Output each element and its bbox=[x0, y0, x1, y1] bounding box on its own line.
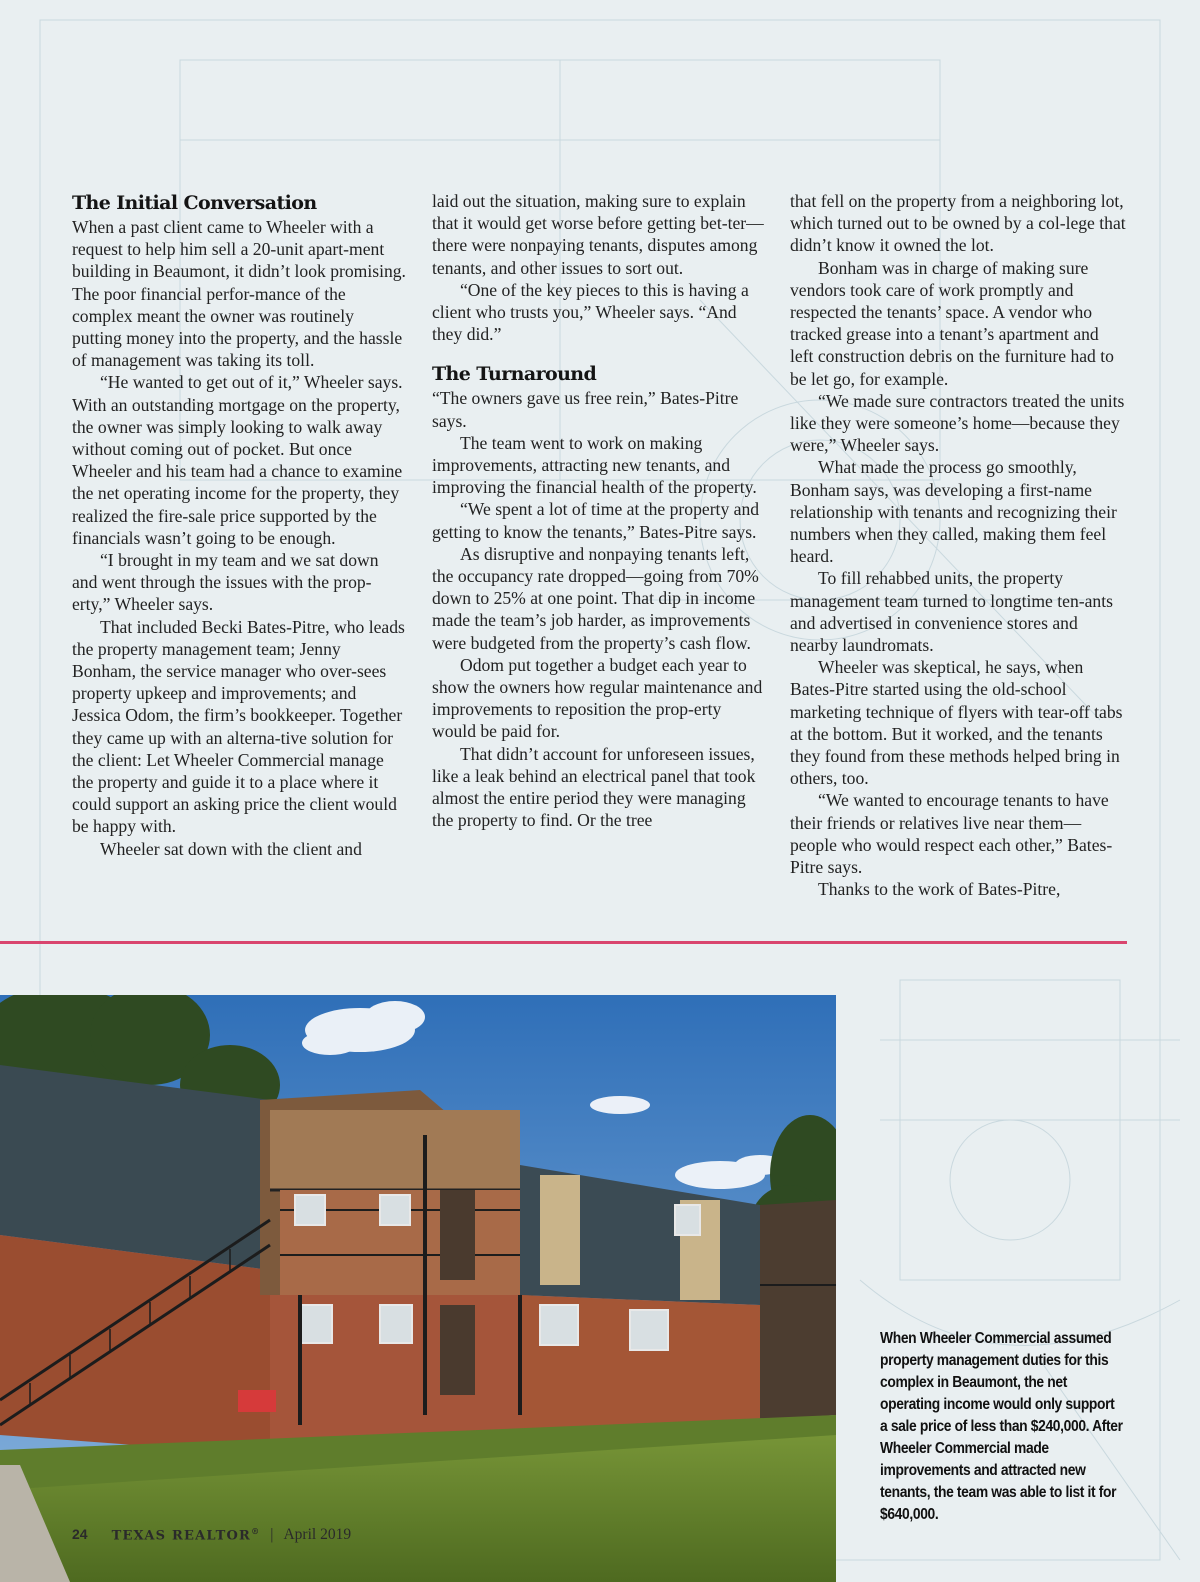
page-number: 24 bbox=[72, 1526, 88, 1543]
magazine-title: TEXAS REALTOR bbox=[111, 1528, 252, 1544]
paragraph: “We made sure contractors treated the units like they were someone’s home—because they were,” Wheeler says. bbox=[790, 390, 1125, 456]
paragraph: “I brought in my team and we sat down and went through the issues with the prop-erty,” Wheeler says. bbox=[72, 550, 379, 615]
apartment-complex-photo bbox=[0, 995, 836, 1582]
page-footer bbox=[72, 1526, 351, 1544]
article-column-1 bbox=[72, 190, 408, 860]
section-heading-initial-conversation: The Initial Conversation bbox=[72, 192, 317, 214]
magazine-name bbox=[112, 1526, 261, 1543]
paragraph: “We wanted to encourage tenants to have their friends or relatives live near them—people who would respect each other,” Bates-Pitre says. bbox=[790, 790, 1113, 878]
paragraph: “We spent a lot of time at the property and getting to know the tenants,” Bates-Pitre says. bbox=[432, 499, 760, 542]
accent-divider bbox=[0, 941, 1127, 944]
paragraph: “One of the key pieces to this is having a client who trusts you,” Wheeler says. “And they did.” bbox=[432, 279, 749, 345]
paragraph: Wheeler sat down with the client and bbox=[100, 838, 362, 859]
paragraph: Odom put together a budget each year to show the owners how regular maintenance and improvements to reposition the prop-erty would be paid for. bbox=[432, 654, 763, 742]
issue-date: April 2019 bbox=[283, 1526, 352, 1544]
trademark-symbol: ® bbox=[251, 1526, 261, 1536]
paragraph: Thanks to the work of Bates-Pitre, bbox=[818, 879, 1061, 900]
paragraph: When a past client came to Wheeler with a request to help him sell a 20-unit apart-ment building in Beaumont, it didn’t look promising. The poor financial perfor-mance of the complex meant the owner was routinely putting money into the property, and the hassle of management was taking its toll. bbox=[72, 217, 406, 371]
section-heading-turnaround: The Turnaround bbox=[432, 363, 597, 386]
paragraph: As disruptive and nonpaying tenants left, the occupancy rate dropped—going from 70% down to 25% at one point. That dip in income made the team’s job harder, as improvements were budgeted from the property’s cash flow. bbox=[432, 543, 759, 653]
article-column-2 bbox=[432, 190, 768, 831]
paragraph: Wheeler was skeptical, he says, when Bates-Pitre started using the old-school marketing technique of flyers with tear-off tabs at the bottom. But it worked, and the tenants they found from these methods helped bring in others, too. bbox=[790, 657, 1123, 789]
paragraph: That didn’t account for unforeseen issues, like a leak behind an electrical panel that took almost the entire period they were managing the property to find. Or the tree bbox=[432, 743, 756, 831]
paragraph: laid out the situation, making sure to explain that it would get worse before getting bet-ter—there were nonpaying tenants, disputes among tenants, and other issues to sort out. bbox=[432, 191, 764, 278]
photo-caption: When Wheeler Commercial assumed property management duties for this complex in Beaumont, the net operating income would only support a sale price of less than $240,000. After Wheeler Commercial made improvements and attracted new tenants, the team was able to list it for $640,000. bbox=[880, 1330, 1123, 1523]
paragraph: What made the process go smoothly, Bonham says, was developing a first-name relationship with tenants and recognizing their numbers when they called, making them feel heard. bbox=[790, 457, 1117, 567]
paragraph: The team went to work on making improvements, attracting new tenants, and improving the financial health of the property. bbox=[432, 432, 757, 498]
article-column-3 bbox=[790, 190, 1126, 901]
paragraph: “The owners gave us free rein,” Bates-Pitre says. bbox=[432, 388, 739, 431]
paragraph: That included Becki Bates-Pitre, who leads the property management team; Jenny Bonham, the service manager who over-sees property upkeep and improvements; and Jessica Odom, the firm’s bookkeeper. Together they came up with an alterna-tive solution for the client: Let Wheeler Commercial manage the property and guide it to a place where it could support an asking price the client would be happy with. bbox=[72, 616, 405, 837]
paragraph: Bonham was in charge of making sure vendors took care of work promptly and respected the tenants’ space. A vendor who tracked grease into a tenant’s apartment and left construction debris on the furniture had to be let go, for example. bbox=[790, 257, 1114, 389]
footer-separator: | bbox=[270, 1526, 274, 1544]
paragraph: “He wanted to get out of it,” Wheeler says. With an outstanding mortgage on the property, the owner was simply looking to walk away without coming out of pocket. But once Wheeler and his team had a chance to examine the net operating income for the property, they realized the fire-sale price supported by the financials wasn’t going to be enough. bbox=[72, 372, 403, 548]
paragraph: that fell on the property from a neighboring lot, which turned out to be owned by a col-lege that didn’t know it owned the lot. bbox=[790, 191, 1126, 256]
paragraph: To fill rehabbed units, the property management team turned to longtime ten-ants and advertised in convenience stores and nearby laundromats. bbox=[790, 568, 1113, 656]
